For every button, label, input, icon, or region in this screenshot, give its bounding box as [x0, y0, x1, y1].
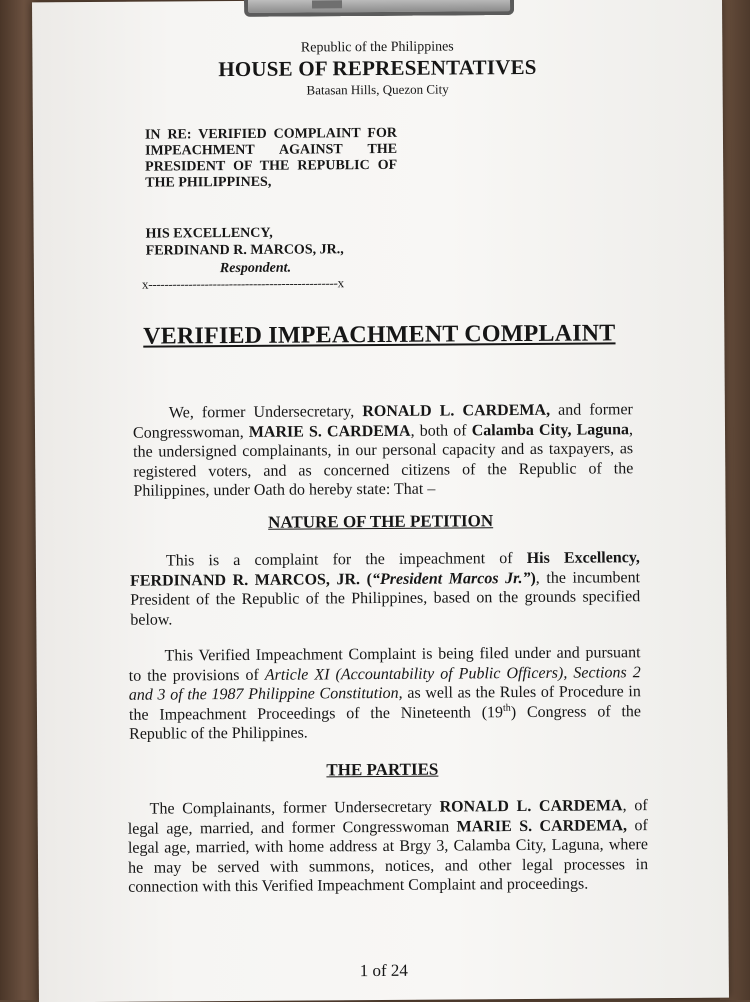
intro-paragraph: We, former Undersecretary, RONALD L. CARDEMA, and former Congresswoman, MARIE S. CARDEMA, both of Calamba City, Laguna, the undersigned complainants, in our personal capacity and as taxpayers, as registered voters, and as concerned citizens of the Republic of the Philippines, under Oath do hereby state: That – [132, 401, 634, 500]
document-title: VERIFIED IMPEACHMENT COMPLAINT [143, 320, 616, 350]
parties-paragraph: The Complainants, former Undersecretary RONALD L. CARDEMA, of legal age, married, and former Congresswoman MARIE S. CARDEMA, of legal age, married, with home address at Brgy 3, Calamba City, Laguna, where he may be served with summons, notices, and other legal processes in connection with this Verified Impeachment Complaint and proceedings. [127, 797, 649, 896]
binder-clip [244, 0, 514, 17]
binder-clip-hinge [312, 0, 342, 8]
header-location: Batasan Hills, Quezon City [306, 81, 449, 98]
section-heading-nature: NATURE OF THE PETITION [268, 511, 494, 532]
nature-paragraph-2: This Verified Impeachment Complaint is being filed under and pursuant to the provisions of Article XI (Accountability of Public Officers), Sections 2 and 3 of the 1987 Philippine Constitution, as well as the Rules of Procedure in the Impeachment Proceedings of the Nineteenth (19th) Congress of the Republic of the Philippines. [128, 644, 642, 743]
caption-separator: x-----------------------------------------------x [141, 275, 344, 292]
case-caption: IN RE: VERIFIED COMPLAINT FOR IMPEACHMENT AGAINST THE PRESIDENT OF THE REPUBLIC OF THE PHILIPPINES, [144, 125, 398, 191]
respondent-line-2: FERDINAND R. MARCOS, JR., [145, 242, 344, 259]
respondent-label: Respondent. [219, 260, 292, 277]
section-heading-parties: THE PARTIES [326, 759, 439, 780]
document-page [32, 0, 729, 1002]
respondent-name [146, 224, 344, 259]
page-number: 1 of 24 [359, 960, 408, 981]
header-house: HOUSE OF REPRESENTATIVES [218, 54, 537, 82]
header-republic: Republic of the Philippines [300, 39, 454, 56]
respondent-line-1: HIS EXCELLENCY, [145, 225, 273, 242]
nature-paragraph-1: This is a complaint for the impeachment of His Excellency, FERDINAND R. MARCOS, JR. (“President Marcos Jr.”), the incumbent President of the Republic of the Philippines, based on the grounds specified below. [129, 549, 641, 629]
